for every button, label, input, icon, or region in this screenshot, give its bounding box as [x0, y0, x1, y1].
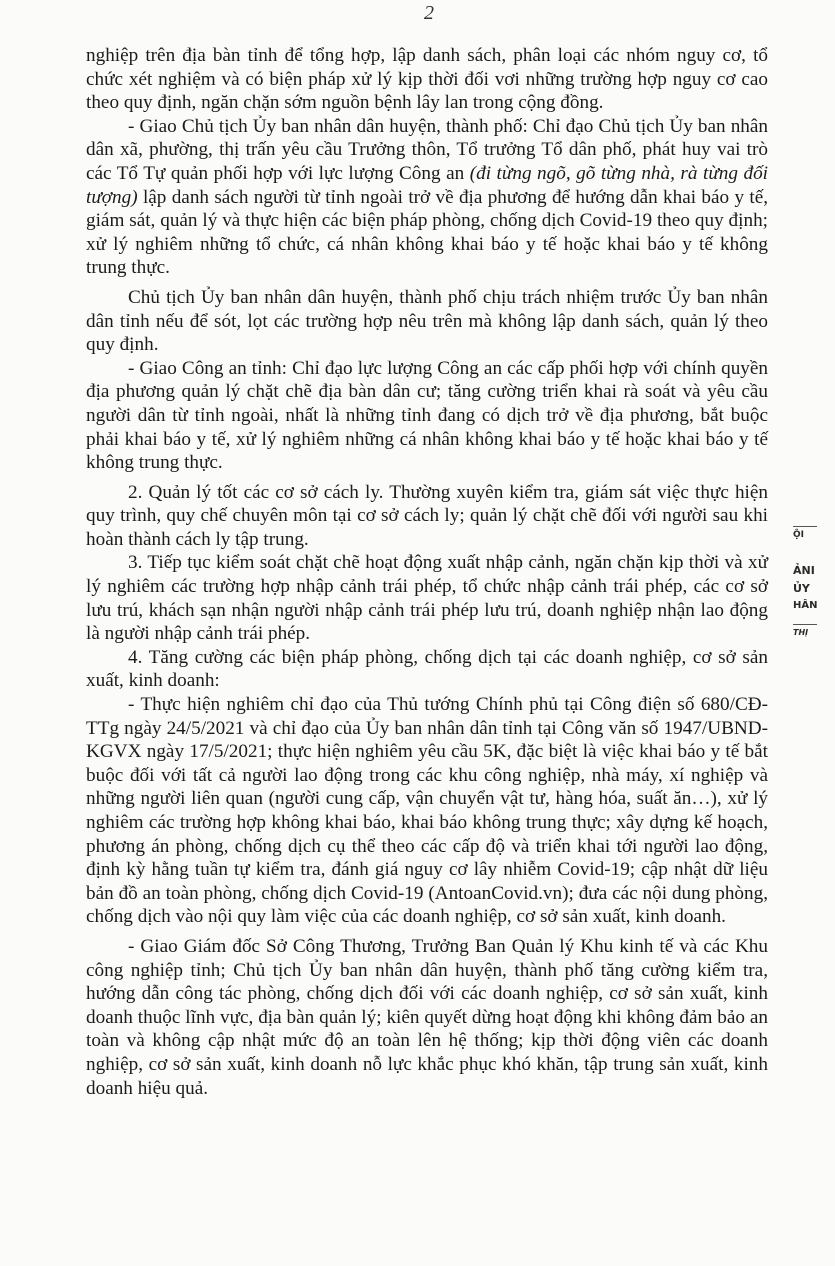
stamp-text: ỦY	[793, 582, 810, 595]
stamp-rule	[793, 624, 817, 625]
paragraph-directive-5k: - Thực hiện nghiêm chỉ đạo của Thủ tướng Chính phủ tại Công điện số 680/CĐ-TTg ngày 24/5/2021 và chỉ đạo của Ủy ban nhân dân tỉnh tại Công văn số 1947/UBND-KGVX ngày 17/5/2021; thực hiện nghiêm yêu cầu 5K, đặc biệt là việc khai báo y tế bắt buộc đối với tất cả người lao động trong các khu công nghiệp, nhà máy, xí nghiệp và những người liên quan (người cung cấp, vận chuyển vật tư, hàng hóa, suất ăn…), xử lý nghiêm các trường hợp không khai báo, khai báo không trung thực; xây dựng kế hoạch, phương án phòng, chống dịch cụ thể theo các cấp độ và triển khai tới người lao động, định kỳ hằng tuần tự kiểm tra, đánh giá nguy cơ lây nhiễm Covid-19; cập nhật dữ liệu bản đồ an toàn phòng, chống dịch Covid-19 (AntoanCovid.vn); đưa các nội dung phòng, chống dịch vào nội quy làm việc của các doanh nghiệp, cơ sở sản xuất, kinh doanh.	[86, 694, 768, 928]
paragraph-continuation: nghiệp trên địa bàn tỉnh để tổng hợp, lập danh sách, phân loại các nhóm nguy cơ, tổ chức xét nghiệm và có biện pháp xử lý kịp thời đối vơi những trường hợp nguy cơ cao theo quy định, ngăn chặn sớm nguồn bệnh lây lan trong cộng đồng.	[86, 45, 768, 114]
stamp-text: HÂN	[793, 600, 818, 611]
stamp-fragment	[793, 520, 835, 650]
chairman-district-text: - Giao Chủ tịch Ủy ban nhân dân huyện, thành phố: Chỉ đạo Chủ tịch Ủy ban nhân dân xã, phường, thị trấn yêu cầu Trưởng thôn, Tổ trưởng Tổ dân phố, phát huy vai trò các Tổ Tự quản phối hợp với lực lượng Công an	[86, 115, 768, 184]
stamp-text: THỊ	[793, 628, 809, 637]
paragraph-chairman-district	[86, 115, 768, 280]
paragraph-responsibility: Chủ tịch Ủy ban nhân dân huyện, thành phố chịu trách nhiệm trước Ủy ban nhân dân tỉnh nếu để sót, lọt các trường hợp nêu trên mà không lập danh sách, quản lý theo quy định.	[86, 286, 768, 356]
chairman-district-text-cont: lập danh sách người từ tỉnh ngoài trở về địa phương để hướng dẫn khai báo y tế, giám sát, quản lý và thực hiện các biện pháp phòng, chống dịch Covid-19 theo quy định; xử lý nghiêm những tổ chức, cá nhân không khai báo y tế hoặc khai báo y tế không trung thực.	[86, 186, 769, 279]
italic-phrase: (đi từng ngõ, gõ từng nhà, rà từng đối tượng)	[86, 162, 769, 208]
stamp-rule	[793, 526, 817, 527]
paragraph-item-3: 3. Tiếp tục kiểm soát chặt chẽ hoạt động xuất nhập cảnh, ngăn chặn kịp thời và xử lý nghiêm các trường hợp nhập cảnh trái phép, tổ chức nhập cảnh trái phép, các cơ sở lưu trú, khách sạn nhận người nhập cảnh trái phép lưu trú, doanh nghiệp nhận lao động là người nhập cảnh trái phép.	[86, 552, 768, 645]
stamp-text: ẢNI	[793, 564, 815, 577]
document-body	[86, 44, 768, 1100]
paragraph-item-4: 4. Tăng cường các biện pháp phòng, chống dịch tại các doanh nghiệp, cơ sở sản xuất, kinh doanh:	[86, 646, 768, 692]
paragraph-item-2: 2. Quản lý tốt các cơ sở cách ly. Thường xuyên kiểm tra, giám sát việc thực hiện quy trình, quy chế chuyên môn tại cơ sở cách ly; quản lý chặt chẽ đối với người sau khi hoàn thành cách ly tập trung.	[86, 481, 768, 550]
page-number: 2	[424, 2, 434, 24]
paragraph-police: - Giao Công an tỉnh: Chỉ đạo lực lượng Công an các cấp phối hợp với chính quyền địa phương quản lý chặt chẽ địa bàn dân cư; tăng cường triển khai rà soát và yêu cầu người dân từ tỉnh ngoài, nhất là những tỉnh đang có dịch trở về địa phương, bắt buộc phải khai báo y tế, xử lý nghiêm những cá nhân không khai báo y tế hoặc khai báo y tế không trung thực.	[86, 357, 768, 474]
paragraph-department-industry: - Giao Giám đốc Sở Công Thương, Trưởng Ban Quản lý Khu kinh tế và các Khu công nghiệp tỉnh; Chủ tịch Ủy ban nhân dân huyện, thành phố tăng cường kiểm tra, hướng dẫn công tác phòng, chống dịch đối với các doanh nghiệp, cơ sở sản xuất, kinh doanh thuộc lĩnh vực, địa bàn quản lý; kiên quyết dừng hoạt động khi không đảm bảo an toàn và không cập nhật mức độ an toàn lên hệ thống; kịp thời động viên các doanh nghiệp, cơ sở sản xuất, kinh doanh nỗ lực khắc phục khó khăn, tập trung sản xuất, kinh doanh hiệu quả.	[86, 935, 768, 1099]
stamp-text: ỘI	[793, 530, 804, 540]
